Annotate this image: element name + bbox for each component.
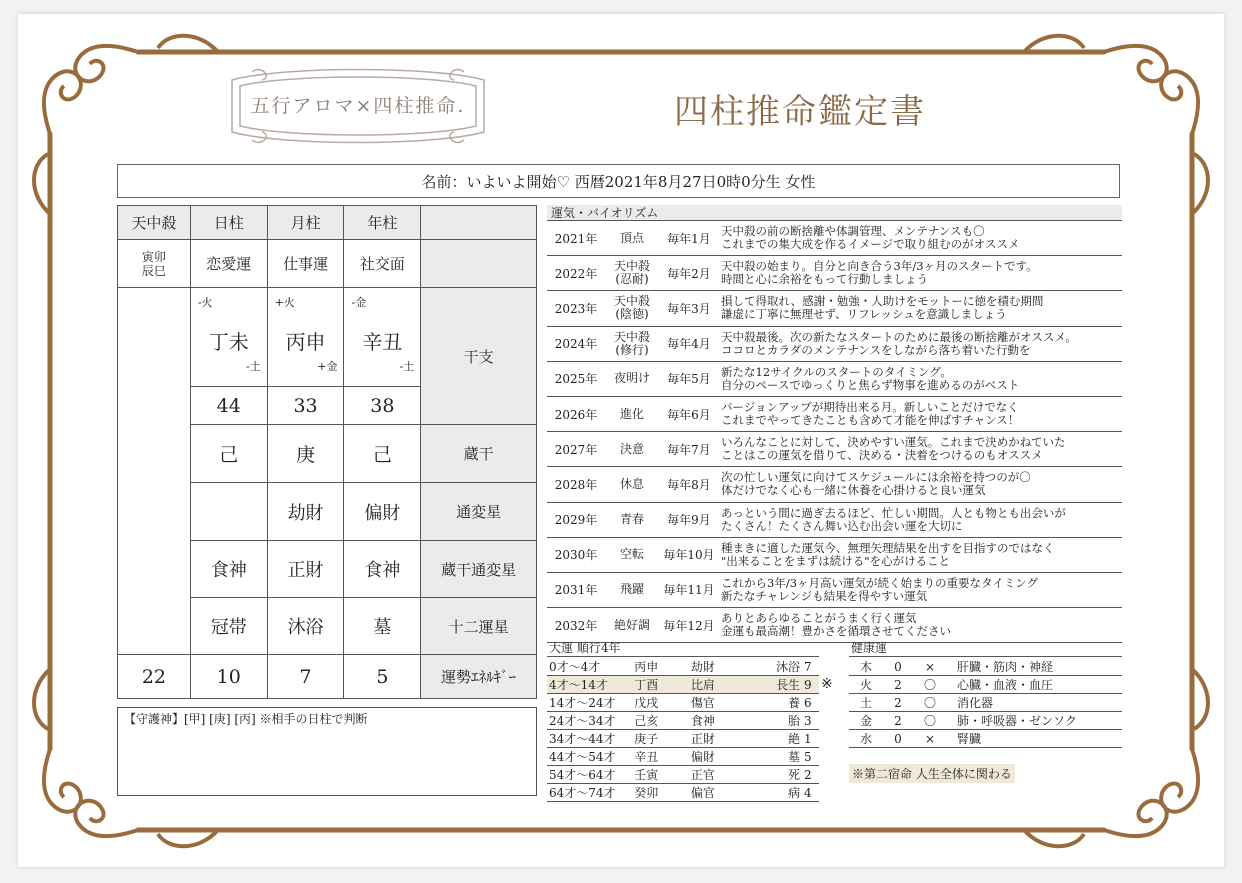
health-mark: × xyxy=(913,730,947,748)
biorhythm-row xyxy=(547,291,1122,326)
header-year-pillar: 年柱 xyxy=(344,206,421,240)
zokan-tsuhen-day: 食神 xyxy=(190,541,267,598)
health-row xyxy=(849,676,1122,694)
biorhythm-month: 毎年10月 xyxy=(659,537,719,572)
biorhythm-text-line1: 天中殺最後。次の新たなスタートのために最後の断捨離がオススメ。 xyxy=(721,329,1077,344)
zokan-day: 己 xyxy=(190,425,267,483)
great-luck-row xyxy=(547,748,819,766)
biorhythm-year: 2026年 xyxy=(547,396,605,431)
biorhythm-text xyxy=(719,537,1122,572)
biorhythm-month: 毎年3月 xyxy=(659,291,719,326)
biorhythm-text-line2: これまでやってきたことも含めて才能を伸ばすチャンス！ xyxy=(721,413,1020,428)
biorhythm-text-line2: 自分のペースでゆっくりと焦らず物事を進めるのがベスト xyxy=(721,377,1020,392)
biorhythm-year: 2023年 xyxy=(547,291,605,326)
biorhythm-text xyxy=(719,608,1122,643)
biorhythm-year: 2032年 xyxy=(547,608,605,643)
page-title: 四柱推命鑑定書 xyxy=(674,92,926,132)
great-luck-kanshi: 己亥 xyxy=(632,712,689,730)
kanshi-label: 干支 xyxy=(421,288,537,425)
zokan-tsuhen-label: 蔵干通変星 xyxy=(421,541,537,598)
great-luck-kanshi: 丁酉 xyxy=(632,676,689,694)
great-luck-energy: 5 xyxy=(802,748,819,766)
health-element: 水 xyxy=(849,730,883,748)
biorhythm-text xyxy=(719,221,1122,256)
great-luck-table xyxy=(547,658,819,802)
biorhythm-year: 2031年 xyxy=(547,572,605,607)
health-mark: × xyxy=(913,658,947,676)
juni-label: 十二運星 xyxy=(421,598,537,655)
biorhythm-text-line1: これから3年/3ヶ月高い運気が続く始まりの重要なタイミング xyxy=(721,575,1039,590)
health-mark: 〇 xyxy=(913,712,947,730)
biorhythm-row xyxy=(547,572,1122,607)
biorhythm-text xyxy=(719,396,1122,431)
biorhythm-text xyxy=(719,291,1122,326)
name-line: 名前：いよいよ開始♡ 西暦2021年8月27日0時0分生 女性 xyxy=(117,164,1120,198)
biorhythm-text-line1: あっという間に過ぎ去るほど、忙しい期間。人とも物とも出会いが xyxy=(721,505,1066,520)
biorhythm-text-line1: ありとあらゆることがうまく行く運気 xyxy=(721,611,917,626)
biorhythm-text-line1: 天中殺の前の断捨離や体調管理、メンテナンスも〇 xyxy=(721,224,985,239)
biorhythm-text-line1: 天中殺の始まり。自分と向き合う3年/3ヶ月のスタートです。 xyxy=(721,259,1038,274)
destiny-note: ※第二宿命 人生全体に関わる xyxy=(849,764,1015,783)
great-luck-tsuhen: 比肩 xyxy=(689,676,752,694)
biorhythm-year: 2022年 xyxy=(547,256,605,291)
logo-text: 五行アロマ×四柱推命. xyxy=(250,95,466,117)
kanshi-day-top: -火 xyxy=(197,296,213,309)
biorhythm-text-line1: いろんなことに対して、決めやすい運気。これまで決めかねていた xyxy=(721,435,1066,450)
energy-day: 10 xyxy=(190,655,267,699)
biorhythm-month: 毎年12月 xyxy=(659,608,719,643)
kanshi-year-top: -金 xyxy=(351,296,367,309)
great-luck-kanshi: 壬寅 xyxy=(632,766,689,784)
great-luck-energy: 1 xyxy=(802,730,819,748)
great-luck-row xyxy=(547,784,819,802)
pillars-table xyxy=(117,205,537,699)
biorhythm-year: 2021年 xyxy=(547,221,605,256)
biorhythm-text-line2: これまでの集大成を作るイメージで取り組むのがオススメ xyxy=(721,237,1020,252)
biorhythm-year: 2024年 xyxy=(547,326,605,361)
great-luck-row xyxy=(547,766,819,784)
theme-label-blank xyxy=(421,240,537,288)
biorhythm-text-line2: 時間と心に余裕をもって行動しましょう xyxy=(721,272,928,287)
great-luck-row xyxy=(547,730,819,748)
header-blank xyxy=(421,206,537,240)
biorhythm-month: 毎年1月 xyxy=(659,221,719,256)
health-organs: 心臓・血液・血圧 xyxy=(947,676,1122,694)
number-month: 33 xyxy=(267,387,344,425)
great-luck-tsuhen: 偏官 xyxy=(689,784,752,802)
biorhythm-keyword: 夜明け xyxy=(605,361,659,396)
great-luck-energy: 3 xyxy=(802,712,819,730)
header-tenchusatsu: 天中殺 xyxy=(118,206,191,240)
great-luck-age-range: 0才～4才 xyxy=(547,658,632,676)
biorhythm-text xyxy=(719,256,1122,291)
great-luck-kanshi: 辛丑 xyxy=(632,748,689,766)
great-luck-energy: 2 xyxy=(802,766,819,784)
great-luck-age-range: 44才～54才 xyxy=(547,748,632,766)
biorhythm-keyword: 天中殺 (忍耐) xyxy=(605,256,659,291)
biorhythm-month: 毎年7月 xyxy=(659,432,719,467)
health-element: 金 xyxy=(849,712,883,730)
energy-month: 7 xyxy=(267,655,344,699)
biorhythm-month: 毎年6月 xyxy=(659,396,719,431)
health-count: 0 xyxy=(883,730,913,748)
tenchusatsu-blank xyxy=(118,288,191,655)
great-luck-juni: 死 xyxy=(752,766,802,784)
biorhythm-year: 2028年 xyxy=(547,467,605,502)
biorhythm-text xyxy=(719,432,1122,467)
great-luck-row xyxy=(547,712,819,730)
great-luck-juni: 病 xyxy=(752,784,802,802)
health-row xyxy=(849,694,1122,712)
zokan-year: 己 xyxy=(344,425,421,483)
tsuhen-label: 通変星 xyxy=(421,483,537,541)
biorhythm-text-line2: ココロとカラダのメンテナンスをしながら落ち着いた行動を xyxy=(721,342,1031,357)
great-luck-kanshi: 癸卯 xyxy=(632,784,689,802)
kanshi-year-bottom: -土 xyxy=(399,360,415,373)
biorhythm-text xyxy=(719,572,1122,607)
biorhythm-text-line1: 次の忙しい運気に向けてスケジュールには余裕を持つのが〇 xyxy=(721,470,1031,485)
kanshi-month-main: 丙申 xyxy=(285,330,326,354)
health-table xyxy=(849,658,1122,748)
zokan-tsuhen-month: 正財 xyxy=(267,541,344,598)
health-element: 土 xyxy=(849,694,883,712)
health-row xyxy=(849,730,1122,748)
zokan-tsuhen-year: 食神 xyxy=(344,541,421,598)
juni-month: 沐浴 xyxy=(267,598,344,655)
biorhythm-text-line2: 謙虚に丁寧に無理せず、リフレッシュを意識しましょう xyxy=(721,307,1007,322)
great-luck-tsuhen: 劫財 xyxy=(689,658,752,676)
kanshi-day-main: 丁未 xyxy=(208,330,249,354)
biorhythm-text-line1: バージョンアップが期待出来る月。新しいことだけでなく xyxy=(721,400,1019,415)
biorhythm-keyword: 青春 xyxy=(605,502,659,537)
great-luck-row xyxy=(547,676,819,694)
kanshi-day-bottom: -土 xyxy=(245,360,261,373)
great-luck-kanshi: 戊戌 xyxy=(632,694,689,712)
biorhythm-text xyxy=(719,361,1122,396)
biorhythm-row xyxy=(547,396,1122,431)
biorhythm-keyword: 天中殺 (修行) xyxy=(605,326,659,361)
biorhythm-year: 2030年 xyxy=(547,537,605,572)
kanshi-month-bottom: +金 xyxy=(317,360,338,373)
biorhythm-year: 2025年 xyxy=(547,361,605,396)
great-luck-age-range: 24才～34才 xyxy=(547,712,632,730)
great-luck-kanshi: 庚子 xyxy=(632,730,689,748)
biorhythm-text-line1: 新たな12サイクルのスタートのタイミング。 xyxy=(721,364,952,379)
biorhythm-keyword: 飛躍 xyxy=(605,572,659,607)
health-mark: 〇 xyxy=(913,676,947,694)
number-year: 38 xyxy=(344,387,421,425)
health-count: 0 xyxy=(883,658,913,676)
biorhythm-keyword: 絶好調 xyxy=(605,608,659,643)
header-month-pillar: 月柱 xyxy=(267,206,344,240)
health-organs: 肝臓・筋肉・神経 xyxy=(947,658,1122,676)
great-luck-age-range: 14才～24才 xyxy=(547,694,632,712)
biorhythm-text-line1: 種まきに適した運気今、無理矢理結果を出すを目指すのではなく xyxy=(721,540,1055,555)
theme-social: 社交面 xyxy=(344,240,421,288)
theme-love: 恋愛運 xyxy=(190,240,267,288)
energy-label: 運勢ｴﾈﾙｷﾞｰ xyxy=(421,655,537,699)
biorhythm-header: 運気・バイオリズム xyxy=(547,205,1122,221)
great-luck-juni: 墓 xyxy=(752,748,802,766)
tsuhen-year: 偏財 xyxy=(344,483,421,541)
great-luck-tsuhen: 食神 xyxy=(689,712,752,730)
biorhythm-month: 毎年9月 xyxy=(659,502,719,537)
health-header: 健康運 xyxy=(849,640,1122,657)
tsuhen-day xyxy=(190,483,267,541)
health-organs: 肺・呼吸器・ゼンソク xyxy=(947,712,1122,730)
logo xyxy=(222,60,494,152)
biorhythm-row xyxy=(547,256,1122,291)
kanshi-day xyxy=(190,288,267,387)
health-row xyxy=(849,712,1122,730)
great-luck-juni: 長生 xyxy=(752,676,802,694)
biorhythm-table xyxy=(547,221,1122,643)
biorhythm-text-line1: 損して得取れ、感謝・勉強・人助けをモットーに徳を積む期間 xyxy=(721,294,1044,309)
kanshi-year xyxy=(344,288,421,387)
biorhythm-month: 毎年4月 xyxy=(659,326,719,361)
health-organs: 腎臓 xyxy=(947,730,1122,748)
great-luck-juni: 胎 xyxy=(752,712,802,730)
juni-day: 冠帯 xyxy=(190,598,267,655)
biorhythm-row xyxy=(547,432,1122,467)
biorhythm-month: 毎年2月 xyxy=(659,256,719,291)
biorhythm-row xyxy=(547,326,1122,361)
theme-work: 仕事運 xyxy=(267,240,344,288)
biorhythm-keyword: 天中殺 (陰徳) xyxy=(605,291,659,326)
energy-year: 5 xyxy=(344,655,421,699)
biorhythm-keyword: 空転 xyxy=(605,537,659,572)
great-luck-age-range: 34才～44才 xyxy=(547,730,632,748)
biorhythm-text xyxy=(719,467,1122,502)
biorhythm-text-line2: 金運も最高潮！豊かさを循環させてください xyxy=(721,624,951,639)
kanshi-month xyxy=(267,288,344,387)
biorhythm-keyword: 決意 xyxy=(605,432,659,467)
health-organs: 消化器 xyxy=(947,694,1122,712)
biorhythm-text-line2: 新たなチャレンジも結果を得やすい運気 xyxy=(721,588,928,603)
biorhythm-text-line2: 体だけでなく心も一緒に休養を心掛けると良い運気 xyxy=(721,483,986,498)
biorhythm-text xyxy=(719,326,1122,361)
header-day-pillar: 日柱 xyxy=(190,206,267,240)
biorhythm-text-line2: "出来ることをまずは続ける"を心がけること xyxy=(721,553,951,568)
great-luck-age-range: 54才～64才 xyxy=(547,766,632,784)
biorhythm-month: 毎年8月 xyxy=(659,467,719,502)
biorhythm-row xyxy=(547,467,1122,502)
biorhythm-text xyxy=(719,502,1122,537)
great-luck-tsuhen: 正財 xyxy=(689,730,752,748)
biorhythm-text-line2: ことはこの運気を借りて、決める・決着をつけるのもオススメ xyxy=(721,448,1043,463)
biorhythm-month: 毎年5月 xyxy=(659,361,719,396)
health-element: 火 xyxy=(849,676,883,694)
tenchusatsu-value: 寅卯 辰巳 xyxy=(118,240,191,288)
biorhythm-row xyxy=(547,502,1122,537)
great-luck-energy: 6 xyxy=(802,694,819,712)
health-count: 2 xyxy=(883,676,913,694)
health-element: 木 xyxy=(849,658,883,676)
great-luck-mark: ※ xyxy=(821,676,833,692)
great-luck-age-range: 4才～14才 xyxy=(547,676,632,694)
great-luck-tsuhen: 傷官 xyxy=(689,694,752,712)
biorhythm-keyword: 進化 xyxy=(605,396,659,431)
great-luck-row xyxy=(547,694,819,712)
juni-year: 墓 xyxy=(344,598,421,655)
great-luck-row xyxy=(547,658,819,676)
energy-tenchusatsu: 22 xyxy=(118,655,191,699)
zokan-month: 庚 xyxy=(267,425,344,483)
biorhythm-year: 2027年 xyxy=(547,432,605,467)
great-luck-juni: 沐浴 xyxy=(752,658,802,676)
number-day: 44 xyxy=(190,387,267,425)
biorhythm-year: 2029年 xyxy=(547,502,605,537)
great-luck-energy: 9 xyxy=(802,676,819,694)
great-luck-kanshi: 丙申 xyxy=(632,658,689,676)
great-luck-age-range: 64才～74才 xyxy=(547,784,632,802)
health-row xyxy=(849,658,1122,676)
kanshi-month-top: +火 xyxy=(274,296,295,309)
zokan-label: 蔵干 xyxy=(421,425,537,483)
great-luck-energy: 7 xyxy=(802,658,819,676)
health-count: 2 xyxy=(883,694,913,712)
biorhythm-row xyxy=(547,361,1122,396)
great-luck-juni: 養 xyxy=(752,694,802,712)
great-luck-tsuhen: 正官 xyxy=(689,766,752,784)
health-count: 2 xyxy=(883,712,913,730)
biorhythm-month: 毎年11月 xyxy=(659,572,719,607)
kanshi-year-main: 辛丑 xyxy=(362,330,403,354)
biorhythm-row xyxy=(547,608,1122,643)
biorhythm-row xyxy=(547,537,1122,572)
great-luck-tsuhen: 偏財 xyxy=(689,748,752,766)
biorhythm-text-line2: たくさん！たくさん舞い込む出会い運を大切に xyxy=(721,518,963,533)
biorhythm-keyword: 休息 xyxy=(605,467,659,502)
biorhythm-keyword: 頂点 xyxy=(605,221,659,256)
great-luck-energy: 4 xyxy=(802,784,819,802)
biorhythm-row xyxy=(547,221,1122,256)
great-luck-juni: 絶 xyxy=(752,730,802,748)
guardian-note: 【守護神】[甲] [庚] [丙] ※相手の日柱で判断 xyxy=(117,707,537,796)
great-luck-header: 大運 順行4年 xyxy=(547,640,819,657)
health-mark: 〇 xyxy=(913,694,947,712)
tsuhen-month: 劫財 xyxy=(267,483,344,541)
